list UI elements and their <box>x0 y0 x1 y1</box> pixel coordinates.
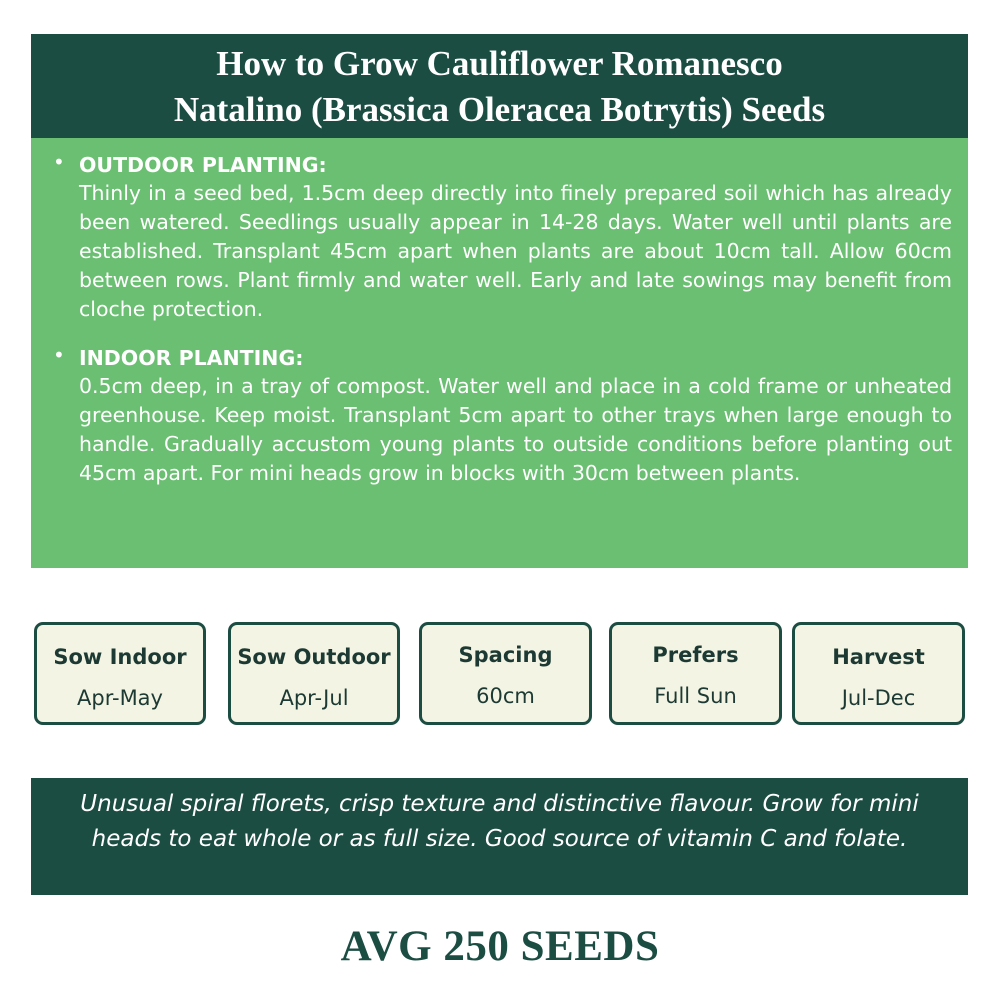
indoor-planting-section <box>53 343 952 488</box>
stat-card-spacing <box>419 622 592 725</box>
indoor-planting-heading: INDOOR PLANTING: <box>79 346 304 370</box>
title-line-2: Natalino (Brassica Oleracea Botrytis) Seeds <box>173 90 826 129</box>
stat-value: Jul-Dec <box>841 686 916 710</box>
planting-instructions <box>31 138 968 568</box>
stat-label: Harvest <box>832 645 925 669</box>
growing-stats <box>34 622 965 725</box>
stat-label: Sow Outdoor <box>237 645 391 669</box>
variety-description: Unusual spiral florets, crisp texture and distinctive flavour. Grow for mini heads to eat whole or as full size. Good source of vitamin C and folate. <box>31 778 968 895</box>
indoor-planting-text: 0.5cm deep, in a tray of compost. Water well and place in a cold frame or unheated greenhouse. Keep moist. Transplant 5cm apart to other trays when large enough to handle. Gradually accustom young plants to outside conditions before planting out 45cm apart. For mini heads grow in blocks with 30cm between plants. <box>79 374 952 485</box>
stat-value: 60cm <box>476 684 535 708</box>
title-line-1: How to Grow Cauliflower Romanesco <box>216 44 783 83</box>
stat-label: Spacing <box>458 643 553 667</box>
stat-card-harvest <box>792 622 965 725</box>
outdoor-planting-heading: OUTDOOR PLANTING: <box>79 153 327 177</box>
stat-value: Apr-Jul <box>279 686 349 710</box>
seed-count: AVG 250 SEEDS <box>340 923 660 970</box>
outdoor-planting-section <box>53 150 952 324</box>
stat-value: Apr-May <box>77 686 163 710</box>
stat-label: Sow Indoor <box>53 645 187 669</box>
stat-card-sow-outdoor <box>228 622 400 725</box>
stat-value: Full Sun <box>654 684 737 708</box>
stat-card-sow-indoor <box>34 622 206 725</box>
outdoor-planting-text: Thinly in a seed bed, 1.5cm deep directly into finely prepared soil which has already been watered. Seedlings usually appear in 14-28 days. Water well until plants are established. Transplant 45cm apart when plants are about 10cm tall. Allow 60cm between rows. Plant firmly and water well. Early and late sowings may benefit from cloche protection. <box>79 181 952 321</box>
stat-label: Prefers <box>652 643 739 667</box>
bullet-point: • <box>53 343 65 367</box>
title-banner <box>31 34 968 138</box>
stat-card-prefers <box>609 622 782 725</box>
bullet-point: • <box>53 150 65 174</box>
